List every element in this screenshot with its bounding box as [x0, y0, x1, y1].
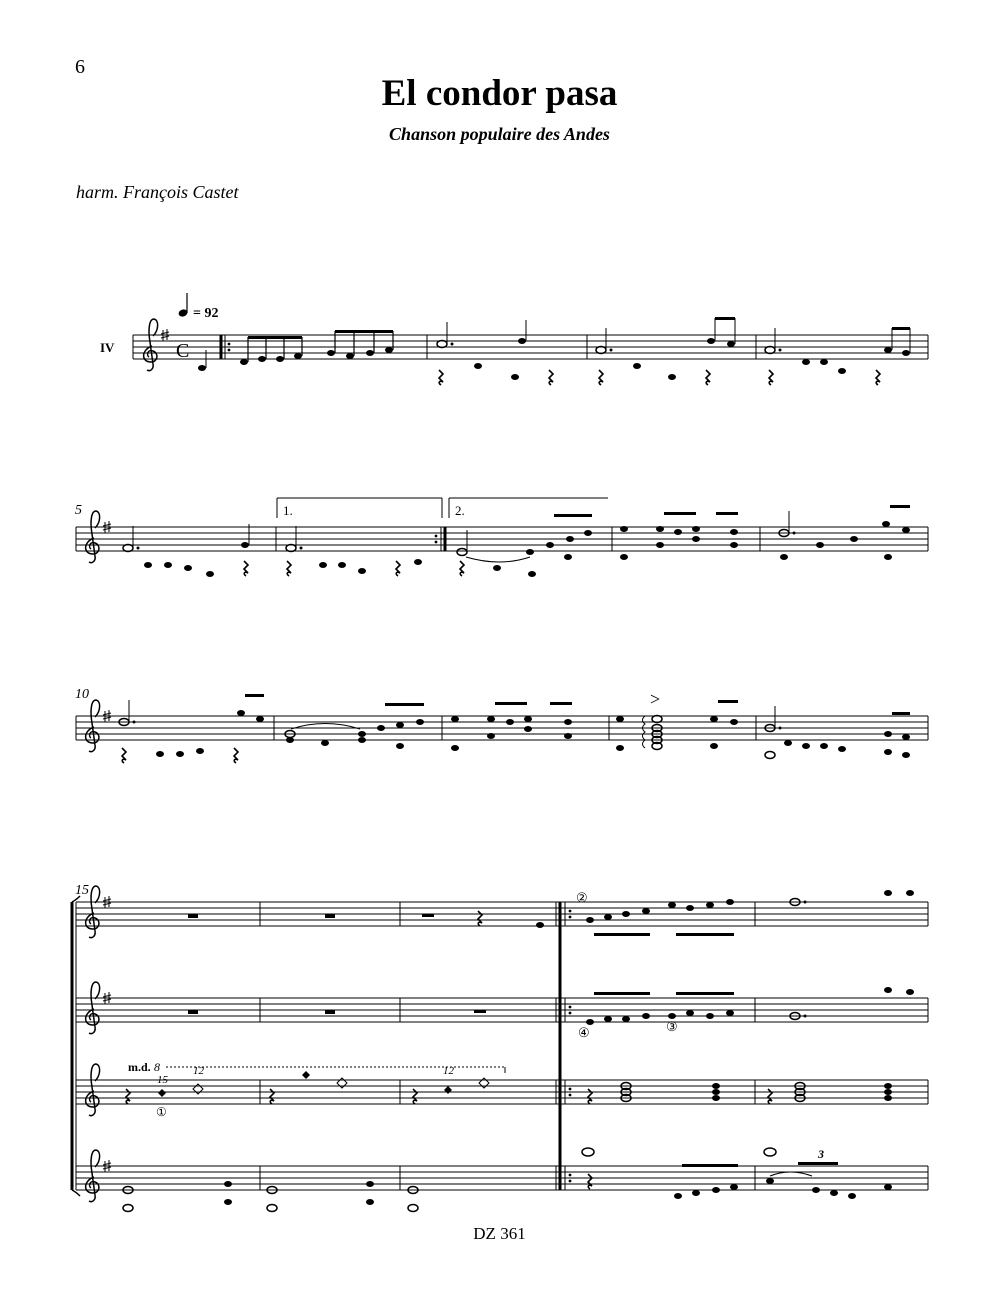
volta-1: 1.: [283, 503, 293, 518]
system-4: [72, 883, 928, 1212]
string-number-1: ①: [156, 1105, 167, 1119]
volta-2: 2.: [455, 503, 465, 518]
fret-label-12-b: 12: [443, 1065, 454, 1077]
right-hand-marking: m.d.: [128, 1060, 151, 1074]
catalog-number: DZ 361: [473, 1224, 526, 1243]
string-number-3: ③: [666, 1019, 678, 1034]
fret-label-15: 15: [157, 1074, 168, 1086]
string-position-marking: IV: [100, 340, 115, 355]
measure-number-15: 15: [75, 883, 89, 898]
system-3: [75, 687, 928, 763]
tempo-marking: = 92: [193, 306, 219, 321]
page-number: 6: [75, 56, 85, 78]
fret-label-12-a: 12: [193, 1065, 204, 1077]
system-1: [100, 293, 928, 385]
measure-number-5: 5: [75, 503, 82, 518]
measure-number-10: 10: [75, 687, 89, 702]
arranger-credit: harm. François Castet: [76, 182, 239, 202]
ottava-marking: 8: [154, 1060, 160, 1074]
string-number-4: ④: [578, 1025, 590, 1040]
string-number-2: ②: [576, 890, 588, 905]
time-signature: C: [176, 340, 190, 362]
piece-title: El condor pasa: [381, 73, 618, 114]
accent-mark: >: [650, 689, 661, 709]
tuplet-marking: 3: [818, 1147, 824, 1161]
piece-subtitle: Chanson populaire des Andes: [389, 124, 610, 144]
system-2: [75, 498, 928, 577]
